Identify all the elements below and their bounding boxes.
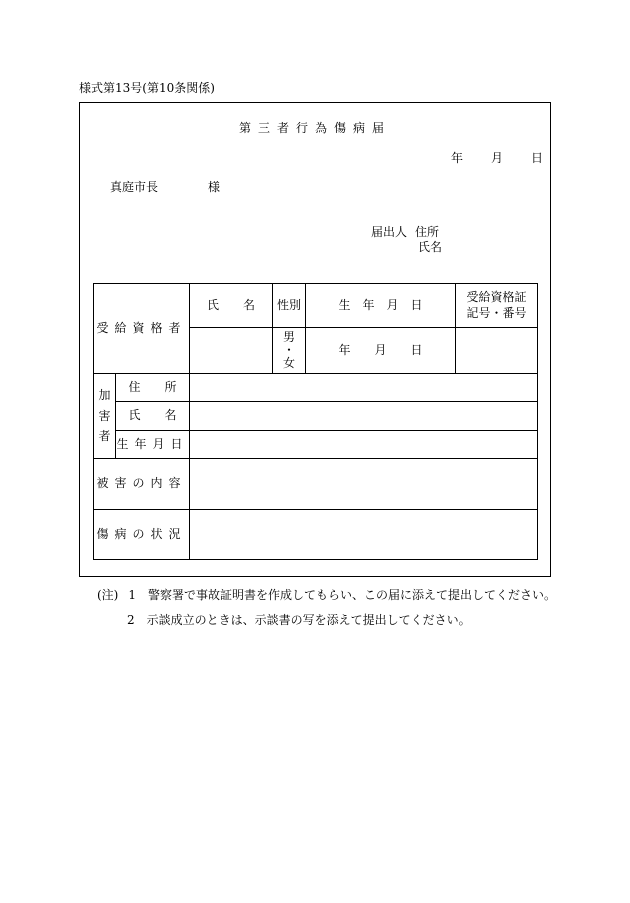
assailant-address-field[interactable] [190,374,538,402]
date-day-label: 日 [531,151,544,165]
applicant-address-line [371,226,439,238]
cert-header-line2: 記号・番号 [466,305,527,320]
assailant-label [94,374,116,459]
sex-female: 女 [283,355,296,370]
sex-header: 性別 [273,284,306,328]
damage-label: 被害の内容 [94,459,190,510]
addressee-honorific: 様 [208,180,221,194]
name-header: 氏 名 [190,284,273,328]
note-1-number: 1 [128,588,137,602]
note-2-text: 示談成立のときは、示談書の写を添えて提出してください。 [146,613,471,627]
birth-field[interactable]: 年 月 日 [306,328,456,374]
assailant-char-1: 加 [98,388,111,403]
insured-name-field[interactable] [190,328,273,374]
addressee-name: 真庭市長 [110,180,159,194]
form-title: 第三者行為傷病届 [238,121,391,135]
injury-label: 傷病の状況 [94,510,190,560]
assailant-address-label: 住 所 [116,374,190,402]
assailant-birth-label: 生年月日 [116,431,190,459]
sex-field[interactable] [273,328,306,374]
form-number: 様式第13号(第10条関係) [79,81,215,95]
note-2-number: 2 [127,613,135,627]
date-month-label: 月 [491,151,504,165]
damage-field[interactable] [190,459,538,510]
applicant-address-label: 住所 [415,225,440,239]
applicant-name-label: 氏名 [418,240,443,254]
cert-header-line1: 受給資格証 [466,289,527,304]
injury-field[interactable] [190,510,538,560]
insured-table [93,283,538,560]
addressee [110,181,220,193]
notes-prefix: (注) [97,588,119,602]
sex-male: 男 [283,329,296,344]
sex-separator: ・ [283,343,296,358]
assailant-char-2: 害 [98,408,111,423]
note-1-text: 警察署で事故証明書を作成してもらい、この届に添えて提出してください。 [148,588,557,602]
birth-header: 生 年 月 日 [306,284,456,328]
insured-label: 受給資格者 [94,284,190,374]
date-row [451,152,543,164]
date-year-label: 年 [451,151,464,165]
assailant-char-3: 者 [98,429,111,444]
note-2 [127,611,471,628]
note-1 [97,586,556,603]
assailant-name-label: 氏 名 [116,402,190,431]
cert-number-field[interactable] [456,328,538,374]
assailant-birth-field[interactable] [190,431,538,459]
cert-header [456,284,538,328]
assailant-name-field[interactable] [190,402,538,431]
applicant-label: 届出人 [371,225,408,239]
